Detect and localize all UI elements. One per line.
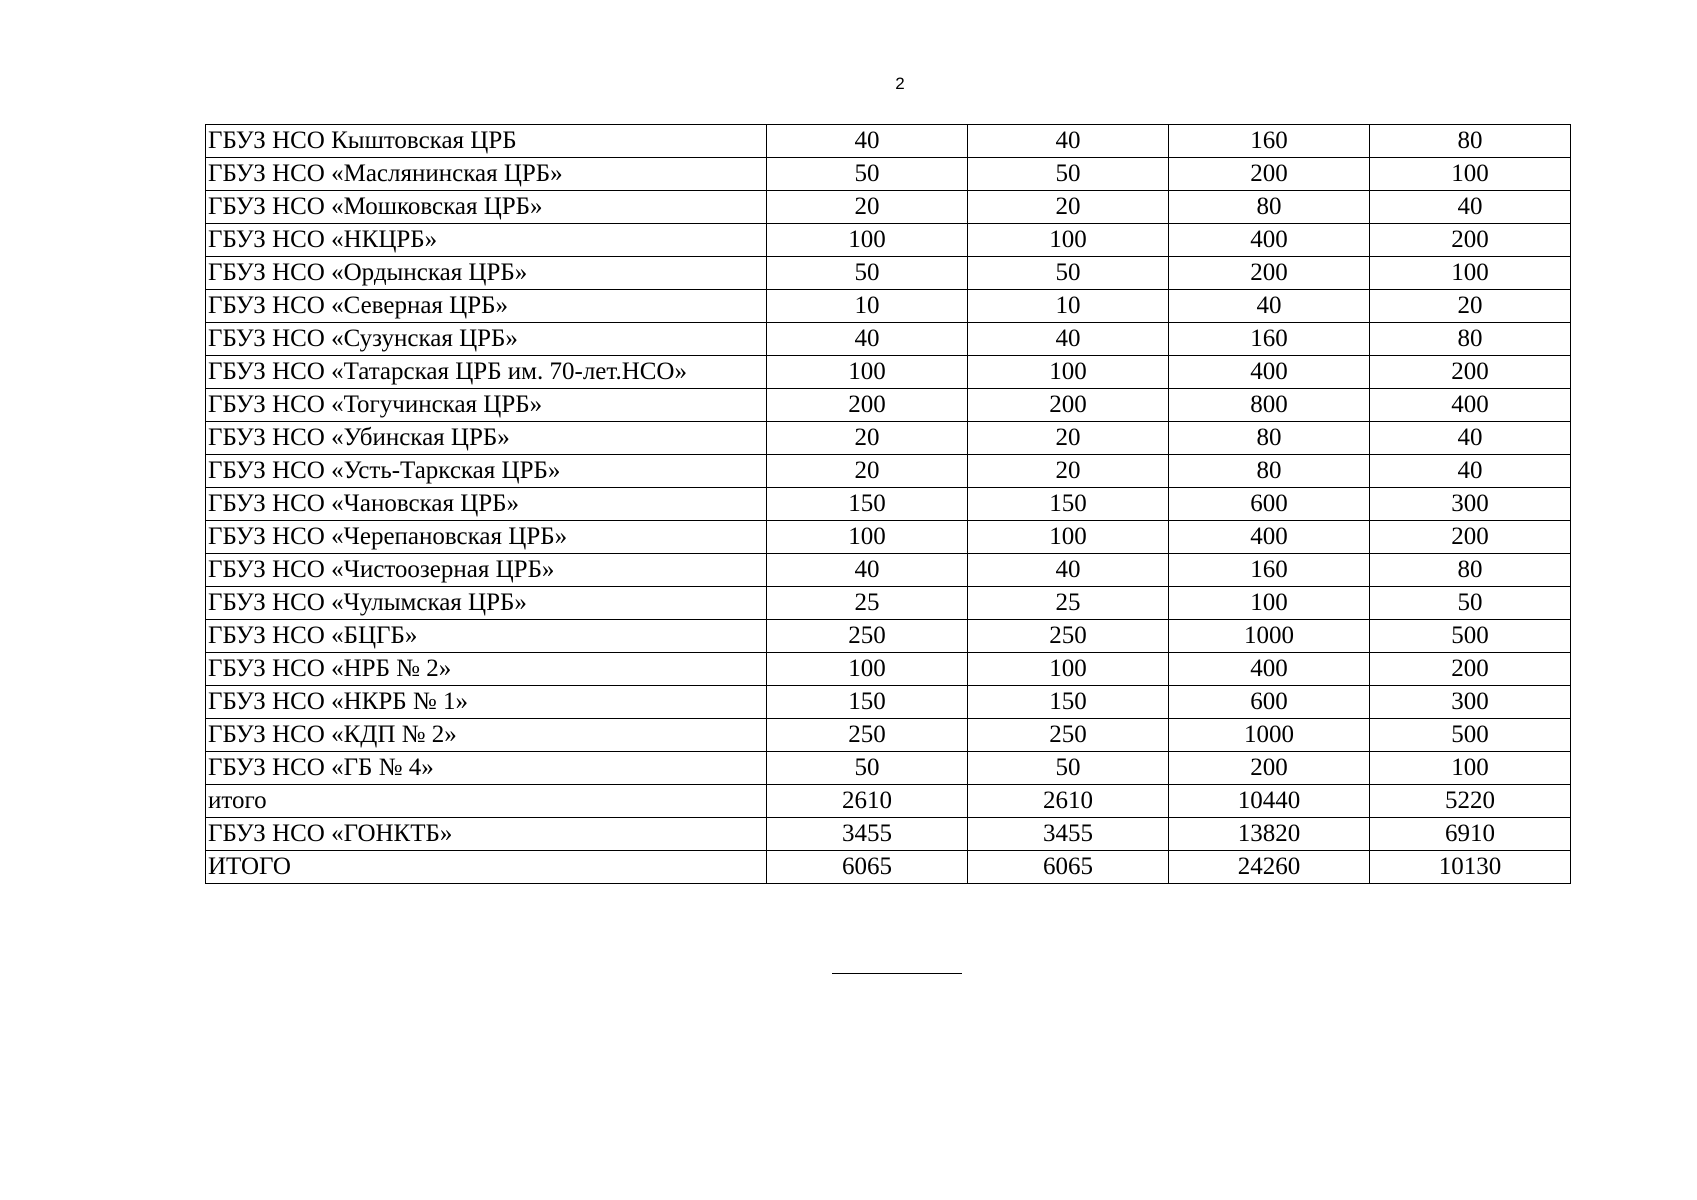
institution-name-cell: ГБУЗ НСО «Черепановская ЦРБ»: [206, 521, 767, 554]
value-cell-col-2: 20: [968, 191, 1169, 224]
value-cell-col-3: 200: [1169, 752, 1370, 785]
value-cell-col-4: 5220: [1370, 785, 1571, 818]
value-cell-col-1: 40: [767, 554, 968, 587]
institution-name-cell: ГБУЗ НСО «Тогучинская ЦРБ»: [206, 389, 767, 422]
value-cell-col-2: 100: [968, 356, 1169, 389]
value-cell-col-1: 40: [767, 125, 968, 158]
table-row: [206, 719, 1571, 752]
value-cell-col-3: 10440: [1169, 785, 1370, 818]
value-cell-col-1: 10: [767, 290, 968, 323]
value-cell-col-1: 100: [767, 521, 968, 554]
institution-name-cell: ГБУЗ НСО «Ордынская ЦРБ»: [206, 257, 767, 290]
value-cell-col-4: 500: [1370, 620, 1571, 653]
value-cell-col-4: 200: [1370, 224, 1571, 257]
table-row: [206, 785, 1571, 818]
value-cell-col-4: 40: [1370, 422, 1571, 455]
value-cell-col-3: 160: [1169, 323, 1370, 356]
table-body: [206, 125, 1571, 884]
value-cell-col-3: 400: [1169, 521, 1370, 554]
table-row: [206, 224, 1571, 257]
value-cell-col-2: 50: [968, 158, 1169, 191]
institution-name-cell: ГБУЗ НСО «Усть-Таркская ЦРБ»: [206, 455, 767, 488]
institution-name-cell: ИТОГО: [206, 851, 767, 884]
value-cell-col-4: 40: [1370, 455, 1571, 488]
institution-name-cell: ГБУЗ НСО «Татарская ЦРБ им. 70-лет.НСО»: [206, 356, 767, 389]
value-cell-col-2: 50: [968, 752, 1169, 785]
value-cell-col-3: 80: [1169, 455, 1370, 488]
table-row: [206, 686, 1571, 719]
value-cell-col-2: 3455: [968, 818, 1169, 851]
institution-name-cell: итого: [206, 785, 767, 818]
table-row: [206, 323, 1571, 356]
value-cell-col-4: 200: [1370, 356, 1571, 389]
value-cell-col-4: 6910: [1370, 818, 1571, 851]
value-cell-col-2: 2610: [968, 785, 1169, 818]
value-cell-col-3: 80: [1169, 191, 1370, 224]
value-cell-col-3: 400: [1169, 224, 1370, 257]
institution-name-cell: ГБУЗ НСО «Маслянинская ЦРБ»: [206, 158, 767, 191]
institution-name-cell: ГБУЗ НСО «ГОНКТБ»: [206, 818, 767, 851]
value-cell-col-3: 40: [1169, 290, 1370, 323]
value-cell-col-4: 80: [1370, 125, 1571, 158]
value-cell-col-2: 100: [968, 653, 1169, 686]
table-row: [206, 389, 1571, 422]
value-cell-col-3: 800: [1169, 389, 1370, 422]
value-cell-col-1: 150: [767, 686, 968, 719]
value-cell-col-3: 600: [1169, 488, 1370, 521]
value-cell-col-4: 100: [1370, 752, 1571, 785]
value-cell-col-2: 100: [968, 521, 1169, 554]
value-cell-col-3: 160: [1169, 554, 1370, 587]
institution-name-cell: ГБУЗ НСО «Чановская ЦРБ»: [206, 488, 767, 521]
institution-name-cell: ГБУЗ НСО «Убинская ЦРБ»: [206, 422, 767, 455]
table-row: [206, 422, 1571, 455]
value-cell-col-2: 10: [968, 290, 1169, 323]
value-cell-col-3: 13820: [1169, 818, 1370, 851]
value-cell-col-4: 100: [1370, 158, 1571, 191]
value-cell-col-1: 50: [767, 257, 968, 290]
table-row: [206, 851, 1571, 884]
value-cell-col-3: 100: [1169, 587, 1370, 620]
page-number: 2: [895, 74, 905, 93]
institution-name-cell: ГБУЗ НСО «Чистоозерная ЦРБ»: [206, 554, 767, 587]
value-cell-col-3: 200: [1169, 158, 1370, 191]
institution-name-cell: ГБУЗ НСО «НКЦРБ»: [206, 224, 767, 257]
value-cell-col-4: 200: [1370, 521, 1571, 554]
value-cell-col-3: 1000: [1169, 719, 1370, 752]
end-of-document-line: [832, 973, 962, 974]
value-cell-col-3: 600: [1169, 686, 1370, 719]
institution-name-cell: ГБУЗ НСО Кыштовская ЦРБ: [206, 125, 767, 158]
institution-name-cell: ГБУЗ НСО «Мошковская ЦРБ»: [206, 191, 767, 224]
institution-name-cell: ГБУЗ НСО «ГБ № 4»: [206, 752, 767, 785]
value-cell-col-2: 150: [968, 686, 1169, 719]
value-cell-col-4: 20: [1370, 290, 1571, 323]
institution-name-cell: ГБУЗ НСО «Сузунская ЦРБ»: [206, 323, 767, 356]
value-cell-col-4: 500: [1370, 719, 1571, 752]
table-row: [206, 158, 1571, 191]
value-cell-col-3: 80: [1169, 422, 1370, 455]
value-cell-col-1: 40: [767, 323, 968, 356]
value-cell-col-2: 250: [968, 620, 1169, 653]
value-cell-col-3: 160: [1169, 125, 1370, 158]
value-cell-col-4: 100: [1370, 257, 1571, 290]
institution-name-cell: ГБУЗ НСО «НРБ № 2»: [206, 653, 767, 686]
value-cell-col-2: 40: [968, 323, 1169, 356]
value-cell-col-4: 300: [1370, 488, 1571, 521]
value-cell-col-1: 3455: [767, 818, 968, 851]
value-cell-col-2: 20: [968, 455, 1169, 488]
table-row: [206, 356, 1571, 389]
table-row: [206, 554, 1571, 587]
value-cell-col-2: 25: [968, 587, 1169, 620]
table-row: [206, 257, 1571, 290]
institution-name-cell: ГБУЗ НСО «Северная ЦРБ»: [206, 290, 767, 323]
table-row: [206, 191, 1571, 224]
value-cell-col-3: 400: [1169, 356, 1370, 389]
table-row: [206, 818, 1571, 851]
value-cell-col-4: 50: [1370, 587, 1571, 620]
value-cell-col-1: 2610: [767, 785, 968, 818]
value-cell-col-1: 200: [767, 389, 968, 422]
value-cell-col-1: 250: [767, 719, 968, 752]
value-cell-col-2: 40: [968, 554, 1169, 587]
table-row: [206, 620, 1571, 653]
value-cell-col-2: 250: [968, 719, 1169, 752]
institution-name-cell: ГБУЗ НСО «Чулымская ЦРБ»: [206, 587, 767, 620]
value-cell-col-2: 20: [968, 422, 1169, 455]
value-cell-col-1: 20: [767, 191, 968, 224]
table-row: [206, 587, 1571, 620]
value-cell-col-1: 50: [767, 752, 968, 785]
value-cell-col-3: 400: [1169, 653, 1370, 686]
value-cell-col-2: 150: [968, 488, 1169, 521]
value-cell-col-1: 100: [767, 653, 968, 686]
value-cell-col-2: 200: [968, 389, 1169, 422]
institution-name-cell: ГБУЗ НСО «БЦГБ»: [206, 620, 767, 653]
value-cell-col-4: 200: [1370, 653, 1571, 686]
value-cell-col-1: 150: [767, 488, 968, 521]
table-row: [206, 125, 1571, 158]
value-cell-col-4: 10130: [1370, 851, 1571, 884]
institution-name-cell: ГБУЗ НСО «КДП № 2»: [206, 719, 767, 752]
table-row: [206, 521, 1571, 554]
value-cell-col-2: 100: [968, 224, 1169, 257]
institution-name-cell: ГБУЗ НСО «НКРБ № 1»: [206, 686, 767, 719]
value-cell-col-1: 100: [767, 224, 968, 257]
table-row: [206, 752, 1571, 785]
value-cell-col-4: 40: [1370, 191, 1571, 224]
value-cell-col-4: 80: [1370, 323, 1571, 356]
value-cell-col-1: 100: [767, 356, 968, 389]
value-cell-col-3: 24260: [1169, 851, 1370, 884]
value-cell-col-1: 25: [767, 587, 968, 620]
value-cell-col-1: 20: [767, 455, 968, 488]
value-cell-col-4: 300: [1370, 686, 1571, 719]
value-cell-col-4: 400: [1370, 389, 1571, 422]
data-table: [205, 124, 1571, 884]
value-cell-col-2: 40: [968, 125, 1169, 158]
value-cell-col-2: 50: [968, 257, 1169, 290]
value-cell-col-4: 80: [1370, 554, 1571, 587]
table-row: [206, 488, 1571, 521]
table-row: [206, 653, 1571, 686]
table-row: [206, 455, 1571, 488]
table-row: [206, 290, 1571, 323]
value-cell-col-1: 6065: [767, 851, 968, 884]
value-cell-col-1: 50: [767, 158, 968, 191]
value-cell-col-1: 20: [767, 422, 968, 455]
value-cell-col-3: 200: [1169, 257, 1370, 290]
value-cell-col-3: 1000: [1169, 620, 1370, 653]
value-cell-col-1: 250: [767, 620, 968, 653]
value-cell-col-2: 6065: [968, 851, 1169, 884]
